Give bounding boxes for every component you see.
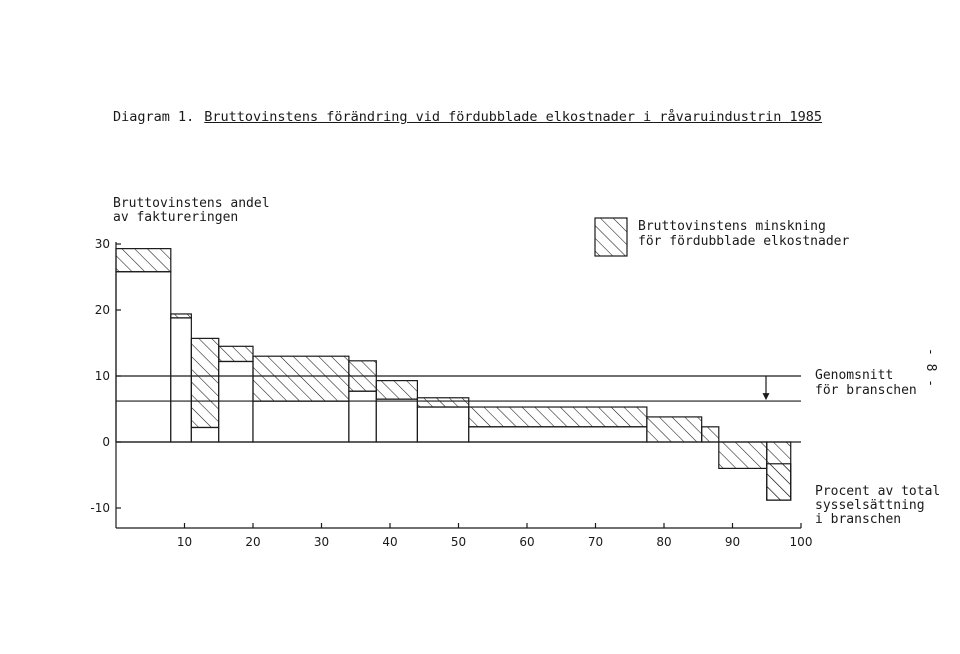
x-tick-label-4: 40: [382, 535, 398, 549]
y-tick-label-3: 10: [94, 369, 110, 383]
x-tick-label-1: 10: [176, 535, 193, 549]
legend-swatch-hatch: [595, 218, 627, 256]
y-tick-label-2: 20: [94, 303, 110, 317]
x-tick-label-5: 50: [450, 535, 467, 549]
x-axis-label-line-3: i branschen: [815, 512, 902, 527]
bar-reduction-1: [116, 249, 171, 272]
x-tick-label-3: 30: [313, 535, 330, 549]
page-number: - 8 -: [923, 348, 938, 388]
bar-reduction-12: [719, 442, 767, 468]
bar-retained-1: [116, 272, 171, 442]
average-arrow-head: [763, 393, 770, 400]
average-label-line-1: Genomsnitt: [815, 368, 894, 383]
bar-retained-6: [349, 391, 376, 442]
x-tick-label-8: 80: [656, 535, 672, 549]
bar-reduction-9: [469, 407, 647, 427]
y-axis-label-line-2: av faktureringen: [113, 210, 239, 225]
average-label-line-2: för branschen: [815, 383, 917, 398]
legend-label-line-1: Bruttovinstens minskning: [638, 219, 826, 234]
chart-bars-layer: [116, 249, 791, 500]
bar-reduction-11: [702, 427, 719, 442]
x-axis-label-line-2: sysselsättning: [815, 498, 925, 513]
bar-reduction-sub-1: [767, 464, 791, 500]
y-tick-label-4: 0: [102, 435, 110, 449]
chart-title: Bruttovinstens förändring vid fördubblade elkostnader i råvaruindustrin 1985: [204, 109, 822, 125]
bar-retained-2: [171, 318, 192, 442]
bar-retained-4: [219, 361, 253, 442]
bar-reduction-4: [219, 346, 253, 361]
legend-label-line-2: för fördubblade elkostnader: [638, 234, 850, 249]
bar-reduction-3: [191, 338, 218, 427]
bar-retained-9: [469, 427, 647, 442]
bar-retained-8: [417, 407, 468, 442]
bar-retained-7: [376, 399, 417, 442]
bar-reduction-7: [376, 381, 417, 399]
bar-retained-3: [191, 427, 218, 442]
x-tick-label-2: 20: [245, 535, 261, 549]
x-tick-label-7: 70: [587, 535, 604, 549]
heading-prefix: Diagram 1.: [113, 109, 195, 125]
bar-reduction-5: [253, 356, 349, 401]
y-axis-label-line-1: Bruttovinstens andel: [113, 196, 270, 211]
bar-reduction-10: [647, 417, 702, 442]
x-axis-label-line-1: Procent av total: [815, 484, 941, 499]
bar-retained-5: [253, 401, 349, 442]
x-tick-label-10: 100: [789, 535, 813, 549]
y-tick-label-1: 30: [94, 237, 110, 251]
x-tick-label-9: 90: [724, 535, 741, 549]
bar-reduction-8: [417, 398, 468, 407]
bar-reduction-2: [171, 314, 192, 318]
y-tick-label-5: -10: [90, 501, 110, 515]
chart-legend-layer: [595, 218, 627, 256]
x-tick-label-6: 60: [519, 535, 535, 549]
